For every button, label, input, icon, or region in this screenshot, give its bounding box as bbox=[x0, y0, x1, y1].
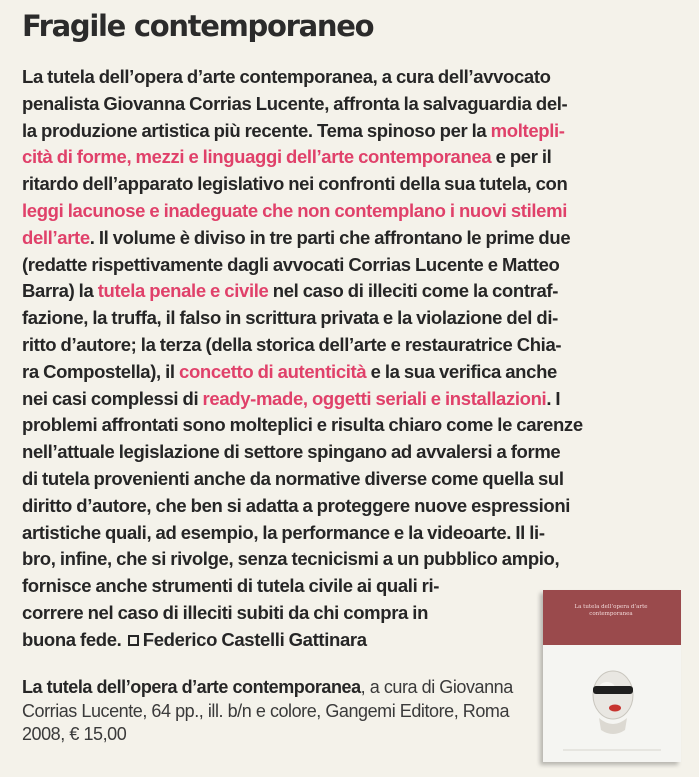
article-line bbox=[22, 278, 690, 305]
highlighted-phrase: ready-made, oggetti seriali e installazioni bbox=[202, 387, 547, 409]
highlighted-phrase: dell’arte bbox=[22, 226, 90, 248]
article-title: Fragile contemporaneo bbox=[22, 9, 374, 43]
text-segment: la produzione artistica più recente. Tema spinoso per la bbox=[22, 119, 491, 141]
article-line bbox=[22, 252, 690, 279]
article-line bbox=[22, 332, 690, 359]
highlighted-phrase: cità di forme, mezzi e linguaggi dell’arte contemporanea bbox=[22, 146, 492, 168]
signature-box-icon bbox=[128, 635, 139, 646]
text-segment: problemi affrontati sono molteplici e risulta chiaro come le carenze bbox=[22, 414, 583, 436]
caption-book-title: La tutela dell’opera d’arte contemporanea bbox=[22, 677, 361, 697]
article-line bbox=[22, 305, 690, 332]
text-segment: . Il volume è diviso in tre parti che affrontano le prime due bbox=[89, 226, 571, 248]
book-cover-image bbox=[543, 590, 681, 762]
text-segment: . I bbox=[546, 387, 561, 409]
text-segment: Federico Castelli Gattinara bbox=[142, 628, 367, 650]
text-segment: ritto d’autore; la terza (della storica dell’arte e restauratrice Chia- bbox=[22, 333, 562, 355]
article-line bbox=[22, 493, 690, 520]
article-line bbox=[22, 171, 690, 198]
text-segment: La tutela dell’opera d’arte contemporanea, a cura dell’avvocato bbox=[22, 66, 551, 87]
book-caption bbox=[22, 676, 532, 747]
article-line bbox=[22, 386, 690, 413]
article-body bbox=[22, 64, 690, 654]
article-line bbox=[22, 412, 690, 439]
caption-details: , a cura di Giovanna Corrias Lucente, 64 pp., ill. b/n e colore, Gangemi Editore, Roma 2008, € 15,00 bbox=[22, 677, 513, 744]
article-line bbox=[22, 520, 690, 547]
text-segment: diritto d’autore, che ben si adatta a proteggere nuove espressioni bbox=[22, 494, 571, 516]
highlighted-phrase: concetto di autenticità bbox=[179, 360, 367, 382]
text-segment: ra Compostella), il bbox=[22, 360, 180, 382]
highlighted-phrase: moltepli- bbox=[490, 119, 565, 141]
article-line bbox=[22, 198, 690, 225]
text-segment: Barra) la bbox=[22, 280, 98, 302]
text-segment: correre nel caso di illeciti subiti da chi compra in bbox=[22, 601, 429, 623]
text-segment: fornisce anche strumenti di tutela civile ai quali ri- bbox=[22, 575, 440, 597]
book-cover-title: La tutela dell’opera d’arte contemporanea bbox=[574, 604, 648, 617]
text-segment: penalista Giovanna Corrias Lucente, affronta la salvaguardia del- bbox=[22, 92, 568, 114]
text-segment: e la sua verifica anche bbox=[366, 360, 557, 382]
article-line bbox=[22, 546, 690, 573]
book-cover-illustration bbox=[543, 590, 681, 762]
text-segment: ritardo dell’apparato legislativo nei confronti della sua tutela, con bbox=[22, 173, 568, 195]
article-line bbox=[22, 118, 690, 145]
text-segment: nel caso di illeciti come la contraf- bbox=[268, 280, 559, 302]
text-segment: di tutela provenienti anche da normative diverse come quella sul bbox=[22, 467, 564, 489]
article-line bbox=[22, 359, 690, 386]
article-line bbox=[22, 64, 690, 91]
article-line bbox=[22, 144, 690, 171]
highlighted-phrase: tutela penale e civile bbox=[97, 280, 269, 302]
highlighted-phrase: leggi lacunose e inadeguate che non contemplano i nuovi stilemi bbox=[22, 199, 567, 221]
text-segment: nell’attuale legislazione di settore spingano ad avvalersi a forme bbox=[22, 441, 561, 463]
article-line bbox=[22, 466, 690, 493]
article-line bbox=[22, 439, 690, 466]
text-segment: artistiche quali, ad esempio, la performance e la videoarte. Il li- bbox=[22, 521, 545, 543]
article-line bbox=[22, 225, 690, 252]
text-segment: (redatte rispettivamente dagli avvocati Corrias Lucente e Matteo bbox=[22, 253, 560, 275]
text-segment: e per il bbox=[491, 146, 552, 168]
article-line bbox=[22, 91, 690, 118]
text-segment: nei casi complessi di bbox=[22, 387, 203, 409]
text-segment: buona fede. bbox=[22, 628, 126, 650]
text-segment: bro, infine, che si rivolge, senza tecnicismi a un pubblico ampio, bbox=[22, 548, 560, 570]
text-segment: fazione, la truffa, il falso in scrittura privata e la violazione del di- bbox=[22, 307, 558, 329]
